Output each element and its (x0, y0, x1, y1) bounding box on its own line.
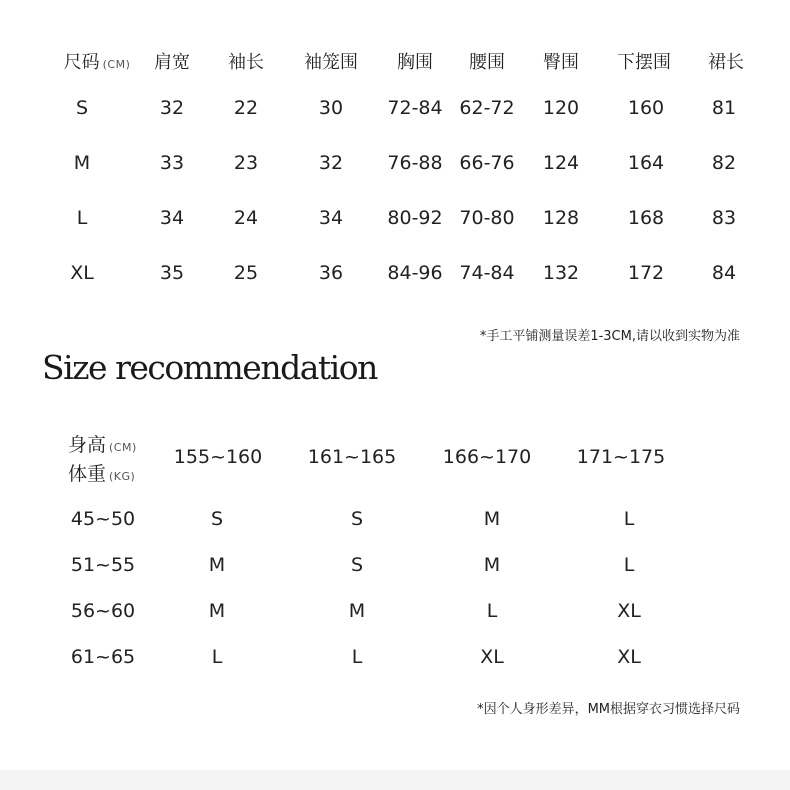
table-cell: 81 (711, 97, 737, 119)
recommended-size: M (483, 554, 501, 576)
recommended-size: XL (617, 646, 641, 668)
column-header-length: 裙长 (708, 52, 744, 73)
table-cell: 25 (233, 262, 259, 284)
table-cell: 23 (233, 152, 259, 174)
table-cell: 168 (627, 207, 665, 229)
table-cell: L (76, 207, 88, 229)
column-header-hip: 臀围 (543, 52, 579, 73)
height-range-header: 155~160 (173, 446, 263, 468)
column-header-waist: 腰围 (469, 52, 505, 73)
table-cell: 72-84 (387, 97, 443, 119)
corner-height (68, 432, 137, 461)
recommended-size: M (348, 600, 366, 622)
table-cell: 84-96 (387, 262, 443, 284)
table-cell: 24 (233, 207, 259, 229)
table-cell: 82 (711, 152, 737, 174)
table-cell: 36 (318, 262, 344, 284)
table-cell: 164 (627, 152, 665, 174)
table-cell: S (75, 97, 89, 119)
unit-label: (CM) (102, 58, 131, 71)
weight-range-label: 51~55 (70, 554, 136, 576)
weight-range-label: 61~65 (70, 646, 136, 668)
height-range-header: 166~170 (442, 446, 532, 468)
weight-label: 体重 (68, 463, 107, 485)
table-cell: 80-92 (387, 207, 443, 229)
corner-weight (68, 461, 137, 490)
table-cell: 32 (318, 152, 344, 174)
recommended-size: M (483, 508, 501, 530)
recommended-size: S (210, 508, 224, 530)
recommended-size: L (623, 508, 635, 530)
height-range-header: 161~165 (307, 446, 397, 468)
column-header-armhole: 袖笼围 (304, 52, 358, 73)
table-cell: 124 (542, 152, 580, 174)
recommended-size: XL (480, 646, 504, 668)
table-cell: 32 (159, 97, 185, 119)
weight-range-label: 56~60 (70, 600, 136, 622)
fit-note: *因个人身形差异，MM根据穿衣习惯选择尺码 (477, 702, 740, 717)
recommended-size: S (350, 554, 364, 576)
table-cell: 34 (159, 207, 185, 229)
table-cell: 120 (542, 97, 580, 119)
recommended-size: L (486, 600, 498, 622)
column-header-chest: 胸围 (397, 52, 433, 73)
column-header-shoulder: 肩宽 (154, 52, 190, 73)
recommended-size: M (208, 554, 226, 576)
recommended-size: XL (617, 600, 641, 622)
table-cell: 70-80 (459, 207, 515, 229)
table-cell: 66-76 (459, 152, 515, 174)
table-cell: 22 (233, 97, 259, 119)
recommended-size: S (350, 508, 364, 530)
table-cell: 62-72 (459, 97, 515, 119)
table-cell: 84 (711, 262, 737, 284)
table-cell: 34 (318, 207, 344, 229)
unit-label: (KG) (109, 470, 136, 483)
table-cell: 128 (542, 207, 580, 229)
table-cell: 160 (627, 97, 665, 119)
table-cell: 132 (542, 262, 580, 284)
column-header-size (64, 52, 131, 76)
height-range-header: 171~175 (576, 446, 666, 468)
column-header-sleeve: 袖长 (228, 52, 264, 73)
recommended-size: L (351, 646, 363, 668)
table-cell: 74-84 (459, 262, 515, 284)
recommended-size: L (623, 554, 635, 576)
table-cell: 33 (159, 152, 185, 174)
recommended-size: L (211, 646, 223, 668)
height-label: 身高 (68, 434, 107, 456)
weight-range-label: 45~50 (70, 508, 136, 530)
footer-bar (0, 770, 790, 790)
corner-header (68, 432, 137, 490)
table-cell: 35 (159, 262, 185, 284)
table-cell: 172 (627, 262, 665, 284)
measurement-note: *手工平铺测量误差1-3CM,请以收到实物为准 (479, 329, 740, 344)
table-cell: XL (70, 262, 94, 284)
unit-label: (CM) (109, 441, 137, 454)
column-header-hem: 下摆围 (617, 52, 671, 73)
table-cell: 76-88 (387, 152, 443, 174)
table-cell: 30 (318, 97, 344, 119)
section-title: Size recommendation (42, 348, 377, 387)
recommended-size: M (208, 600, 226, 622)
table-cell: M (73, 152, 91, 174)
column-header-label: 尺码 (63, 52, 100, 73)
table-cell: 83 (711, 207, 737, 229)
